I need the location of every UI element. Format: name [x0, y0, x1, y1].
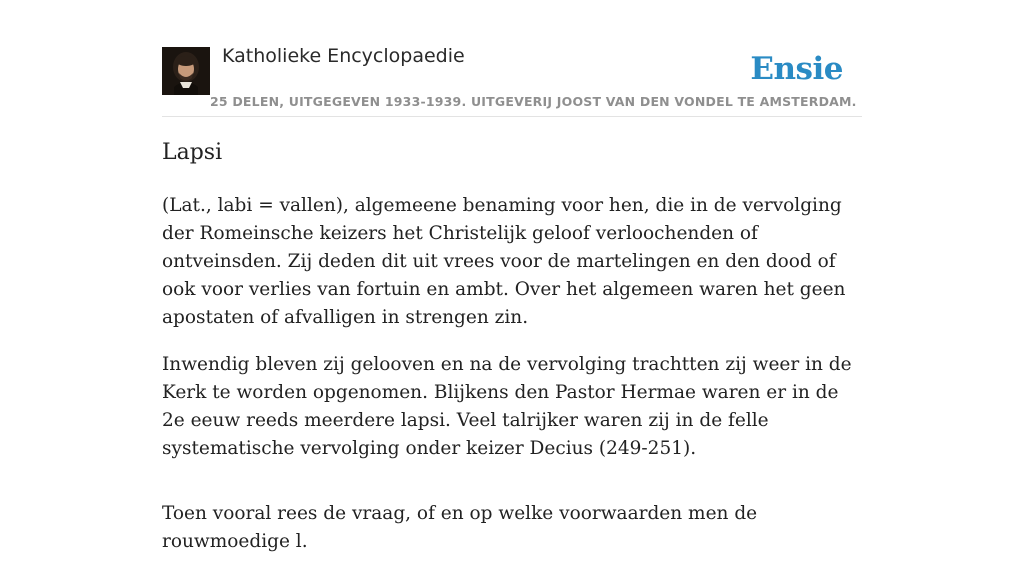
source-avatar[interactable]: [162, 47, 210, 95]
source-subtitle: 25 DELEN, UITGEGEVEN 1933-1939. UITGEVERIJ JOOST VAN DEN VONDEL TE AMSTERDAM.: [210, 94, 857, 109]
source-title[interactable]: Katholieke Encyclopaedie: [222, 45, 465, 67]
article-paragraph: Toen vooral rees de vraag, of en op welke voorwaarden men de rouwmoedige l.: [162, 503, 758, 552]
article-paragraph: Inwendig bleven zij gelooven en na de vervolging trachtten zij weer in de Kerk te worden opgenomen. Blijkens den Pastor Hermae waren er in de 2e eeuw reeds meerdere lapsi. Veel talrijker waren zij in de felle systematische vervolging onder keizer Decius (249-251).: [162, 354, 852, 459]
portrait-icon: [162, 47, 210, 95]
article-paragraph: (Lat., labi = vallen), algemeene benaming voor hen, die in de vervolging der Romeinsche keizers het Christelijk geloof verloochenden of ontveinsden. Zij deden dit uit vrees voor de martelingen en den dood of ook voor verlies van fortuin en ambt. Over het algemeen waren het geen apostaten of afvalligen in strengen zin.: [162, 195, 846, 328]
article-body: [162, 192, 862, 575]
source-header: [162, 44, 862, 117]
page: [162, 0, 862, 552]
article-title: Lapsi: [162, 140, 223, 165]
brand-logo[interactable]: Ensie: [750, 51, 843, 87]
